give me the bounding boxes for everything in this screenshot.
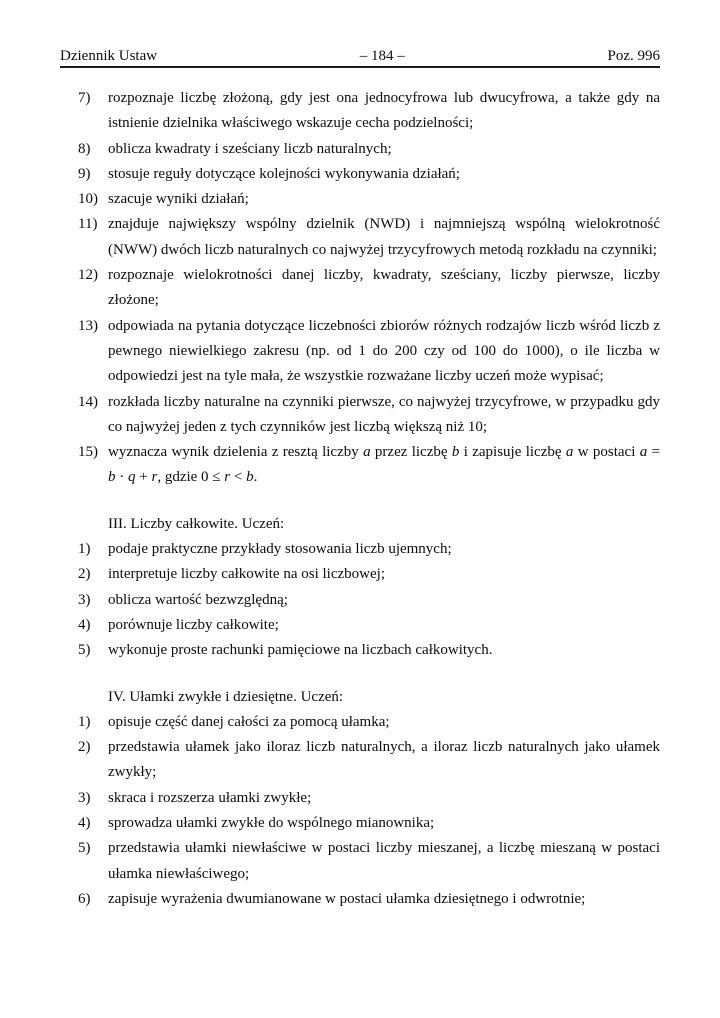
item-text: opisuje część danej całości za pomocą ułamka; bbox=[108, 713, 390, 730]
list-item bbox=[60, 212, 660, 263]
item-number: 1) bbox=[78, 541, 91, 558]
item-number: 11) bbox=[78, 216, 98, 233]
item-number: 2) bbox=[78, 739, 91, 756]
section-1 bbox=[60, 512, 660, 664]
list-item bbox=[60, 162, 660, 187]
list-item bbox=[60, 390, 660, 441]
item-number: 10) bbox=[78, 191, 98, 208]
list-item bbox=[60, 786, 660, 811]
page-header bbox=[60, 48, 660, 68]
item-number: 4) bbox=[78, 815, 91, 832]
item-number: 6) bbox=[78, 890, 91, 907]
item-text: oblicza wartość bezwzględną; bbox=[108, 591, 288, 608]
item-number: 3) bbox=[78, 591, 91, 608]
item-text: odpowiada na pytania dotyczące liczebności zbiorów różnych rodzajów liczb wśród liczb z pewnego niewielkiego zakresu (np. od 1 do 200 czy od 100 do 1000), o ile liczba w odpowiedzi jest na tyle mała, że wszystkie rozważane liczby uczeń może wypisać; bbox=[108, 317, 660, 385]
item-text: wyznacza wynik dzielenia z resztą liczby a przez liczbę b i zapisuje liczbę a w postaci a = b · q + r, gdzie 0 ≤ r < b. bbox=[108, 444, 661, 486]
list-item bbox=[60, 187, 660, 212]
list-item bbox=[60, 710, 660, 735]
item-number: 15) bbox=[78, 444, 98, 461]
item-number: 2) bbox=[78, 566, 91, 583]
item-text: skraca i rozszerza ułamki zwykłe; bbox=[108, 789, 312, 806]
item-text: zapisuje wyrażenia dwumianowane w postaci ułamka dziesiętnego i odwrotnie; bbox=[108, 890, 586, 907]
item-text: przedstawia ułamki niewłaściwe w postaci liczby mieszanej, a liczbę mieszaną w postaci ułamka niewłaściwego; bbox=[108, 840, 660, 882]
list-item bbox=[60, 537, 660, 562]
list-item bbox=[60, 562, 660, 587]
list-item bbox=[60, 887, 660, 912]
item-text: stosuje reguły dotyczące kolejności wykonywania działań; bbox=[108, 165, 460, 182]
item-number: 4) bbox=[78, 616, 91, 633]
header-position-number: Poz. 996 bbox=[607, 48, 660, 64]
document-body bbox=[60, 86, 660, 912]
item-text: rozpoznaje liczbę złożoną, gdy jest ona jednocyfrowa lub dwucyfrowa, a także gdy na istnienie dzielnika właściwego wskazuje cecha podzielności; bbox=[108, 90, 660, 132]
header-journal-title: Dziennik Ustaw bbox=[60, 48, 158, 64]
item-text: porównuje liczby całkowite; bbox=[108, 616, 279, 633]
item-text: szacuje wyniki działań; bbox=[108, 191, 249, 208]
list-item bbox=[60, 314, 660, 390]
item-text: znajduje największy wspólny dzielnik (NWD) i najmniejszą wspólną wielokrotność (NWW) dwóch liczb naturalnych co najwyżej trzycyfrowych metodą rozkładu na czynniki; bbox=[108, 216, 660, 258]
header-page-number: – 184 – bbox=[359, 48, 405, 64]
section-heading: III. Liczby całkowite. Uczeń: bbox=[108, 515, 285, 532]
item-number: 9) bbox=[78, 165, 91, 182]
list-item bbox=[60, 137, 660, 162]
item-number: 13) bbox=[78, 317, 98, 334]
item-text: oblicza kwadraty i sześciany liczb naturalnych; bbox=[108, 140, 392, 157]
item-text: podaje praktyczne przykłady stosowania liczb ujemnych; bbox=[108, 541, 452, 558]
list-item bbox=[60, 588, 660, 613]
list-item bbox=[60, 86, 660, 137]
item-number: 14) bbox=[78, 393, 98, 410]
list-item bbox=[60, 440, 660, 491]
list-item bbox=[60, 836, 660, 887]
list-item bbox=[60, 735, 660, 786]
item-text: rozkłada liczby naturalne na czynniki pierwsze, co najwyżej trzycyfrowe, w przypadku gdy co najwyżej jeden z tych czynników jest liczbą większą niż 10; bbox=[108, 393, 660, 435]
item-number: 5) bbox=[78, 642, 91, 659]
section-heading: IV. Ułamki zwykłe i dziesiętne. Uczeń: bbox=[108, 688, 344, 705]
item-number: 12) bbox=[78, 267, 98, 284]
item-text: rozpoznaje wielokrotności danej liczby, kwadraty, sześciany, liczby pierwsze, liczby złożone; bbox=[108, 267, 660, 309]
list-item bbox=[60, 263, 660, 314]
list-item bbox=[60, 638, 660, 663]
item-number: 5) bbox=[78, 840, 91, 857]
list-item bbox=[60, 613, 660, 638]
item-text: przedstawia ułamek jako iloraz liczb naturalnych, a iloraz liczb naturalnych jako ułamek zwykły; bbox=[108, 739, 660, 781]
item-number: 7) bbox=[78, 90, 91, 106]
item-number: 1) bbox=[78, 713, 91, 730]
item-text: sprowadza ułamki zwykłe do wspólnego mianownika; bbox=[108, 815, 435, 832]
item-text: interpretuje liczby całkowite na osi liczbowej; bbox=[108, 566, 385, 583]
item-number: 3) bbox=[78, 789, 91, 806]
list-item bbox=[60, 811, 660, 836]
section-2 bbox=[60, 685, 660, 913]
section-0 bbox=[60, 86, 660, 491]
item-text: wykonuje proste rachunki pamięciowe na liczbach całkowitych. bbox=[108, 642, 493, 659]
item-number: 8) bbox=[78, 140, 91, 157]
